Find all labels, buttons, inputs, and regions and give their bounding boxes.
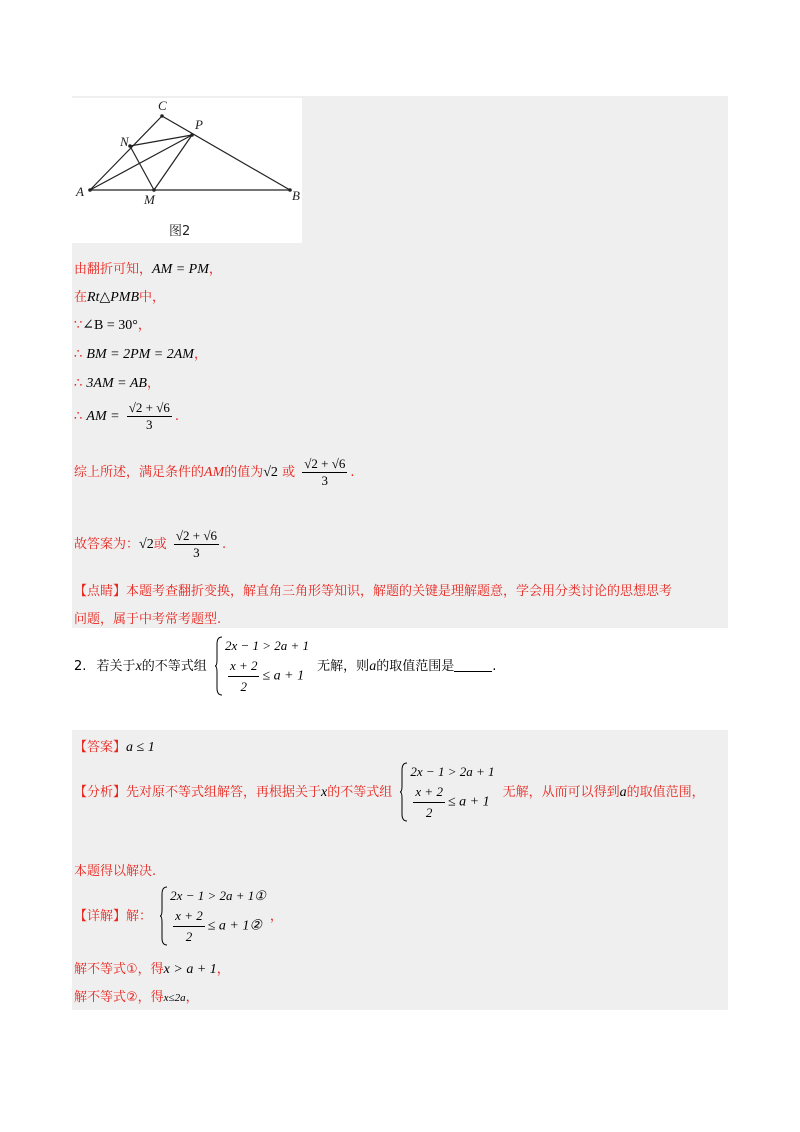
solve-row-1: 解不等式①，得x > a + 1， [74, 962, 230, 977]
comment-line-1: 【点睛】本题考查翻折变换，解直角三角形等知识，解题的关键是理解题意，学会用分类讨论的思想思考 [74, 584, 673, 599]
analysis-row-2: 本题得以解决. [74, 864, 157, 879]
sol-line-5: ∴ 3AM = AB， [74, 376, 160, 391]
inequality-system: 2x − 1 > 2a + 1 $\frac{x + 2}{2}$ ≤ a + 1 [215, 636, 309, 697]
detail-row: 【详解】解： 2x − 1 > 2a + 1① $\frac{x + 2}{2}$ ≤ a + 1② ， [74, 886, 283, 947]
summary-line: 综上所述，满足条件的AM的值为√2 或 $\frac{√2 + √6}{3}$ . [74, 456, 355, 488]
triangle-diagram [72, 98, 302, 243]
point-label-m: M [144, 192, 155, 207]
point-label-c: C [158, 98, 167, 113]
fraction: $\frac{√2 + √6}{3}$ [304, 456, 346, 488]
question-2: 2. 若关于x的不等式组 2x − 1 > 2a + 1 $\frac{x + 2}{2}$ ≤ a + 1 无解，则a的取值范围是 . [74, 636, 496, 697]
sol-line-2: 在Rt△PMB中， [74, 290, 166, 305]
point-label-p: P [195, 117, 203, 132]
solve-row-2: 解不等式②，得x≤2a， [74, 990, 199, 1005]
sol-line-4: ∴ BM = 2PM = 2AM， [74, 347, 207, 362]
answer-panel [72, 730, 728, 1010]
geometry-figure [72, 98, 302, 243]
answer-row: 【答案】a ≤ 1 [74, 740, 155, 755]
point-label-a: A [76, 184, 84, 199]
solution-panel [72, 96, 728, 628]
sol-line-3: ∵∠B = 30°， [74, 318, 151, 333]
analysis-row: 【分析】先对原不等式组解答，再根据关于x的不等式组 2x − 1 > 2a + 1 $\frac{x + 2}{2}$ ≤ a + 1 无解，从而可以得到a的取值范围， [74, 762, 705, 823]
sol-line-1: 由翻折可知，AM = PM， [74, 262, 222, 277]
fraction: $\frac{√2 + √6}{3}$ [175, 528, 217, 560]
inequality-system: 2x − 1 > 2a + 1 $\frac{x + 2}{2}$ ≤ a + 1 [400, 762, 494, 823]
answer-blank [454, 657, 492, 672]
comment-line-2: 问题，属于中考常考题型. [74, 612, 222, 627]
answer-line: 故答案为：√2或 $\frac{√2 + √6}{3}$ . [74, 528, 227, 560]
fraction: $\frac{√2 + √6}{3}$ [128, 400, 170, 432]
sol-line-6: ∴ AM = $\frac{√2 + √6}{3}$ . [74, 400, 179, 432]
point-label-b: B [292, 188, 300, 203]
point-label-n: N [120, 134, 129, 149]
inequality-system: 2x − 1 > 2a + 1① $\frac{x + 2}{2}$ ≤ a + 1② [160, 886, 266, 947]
figure-caption: 图2 [169, 224, 191, 239]
